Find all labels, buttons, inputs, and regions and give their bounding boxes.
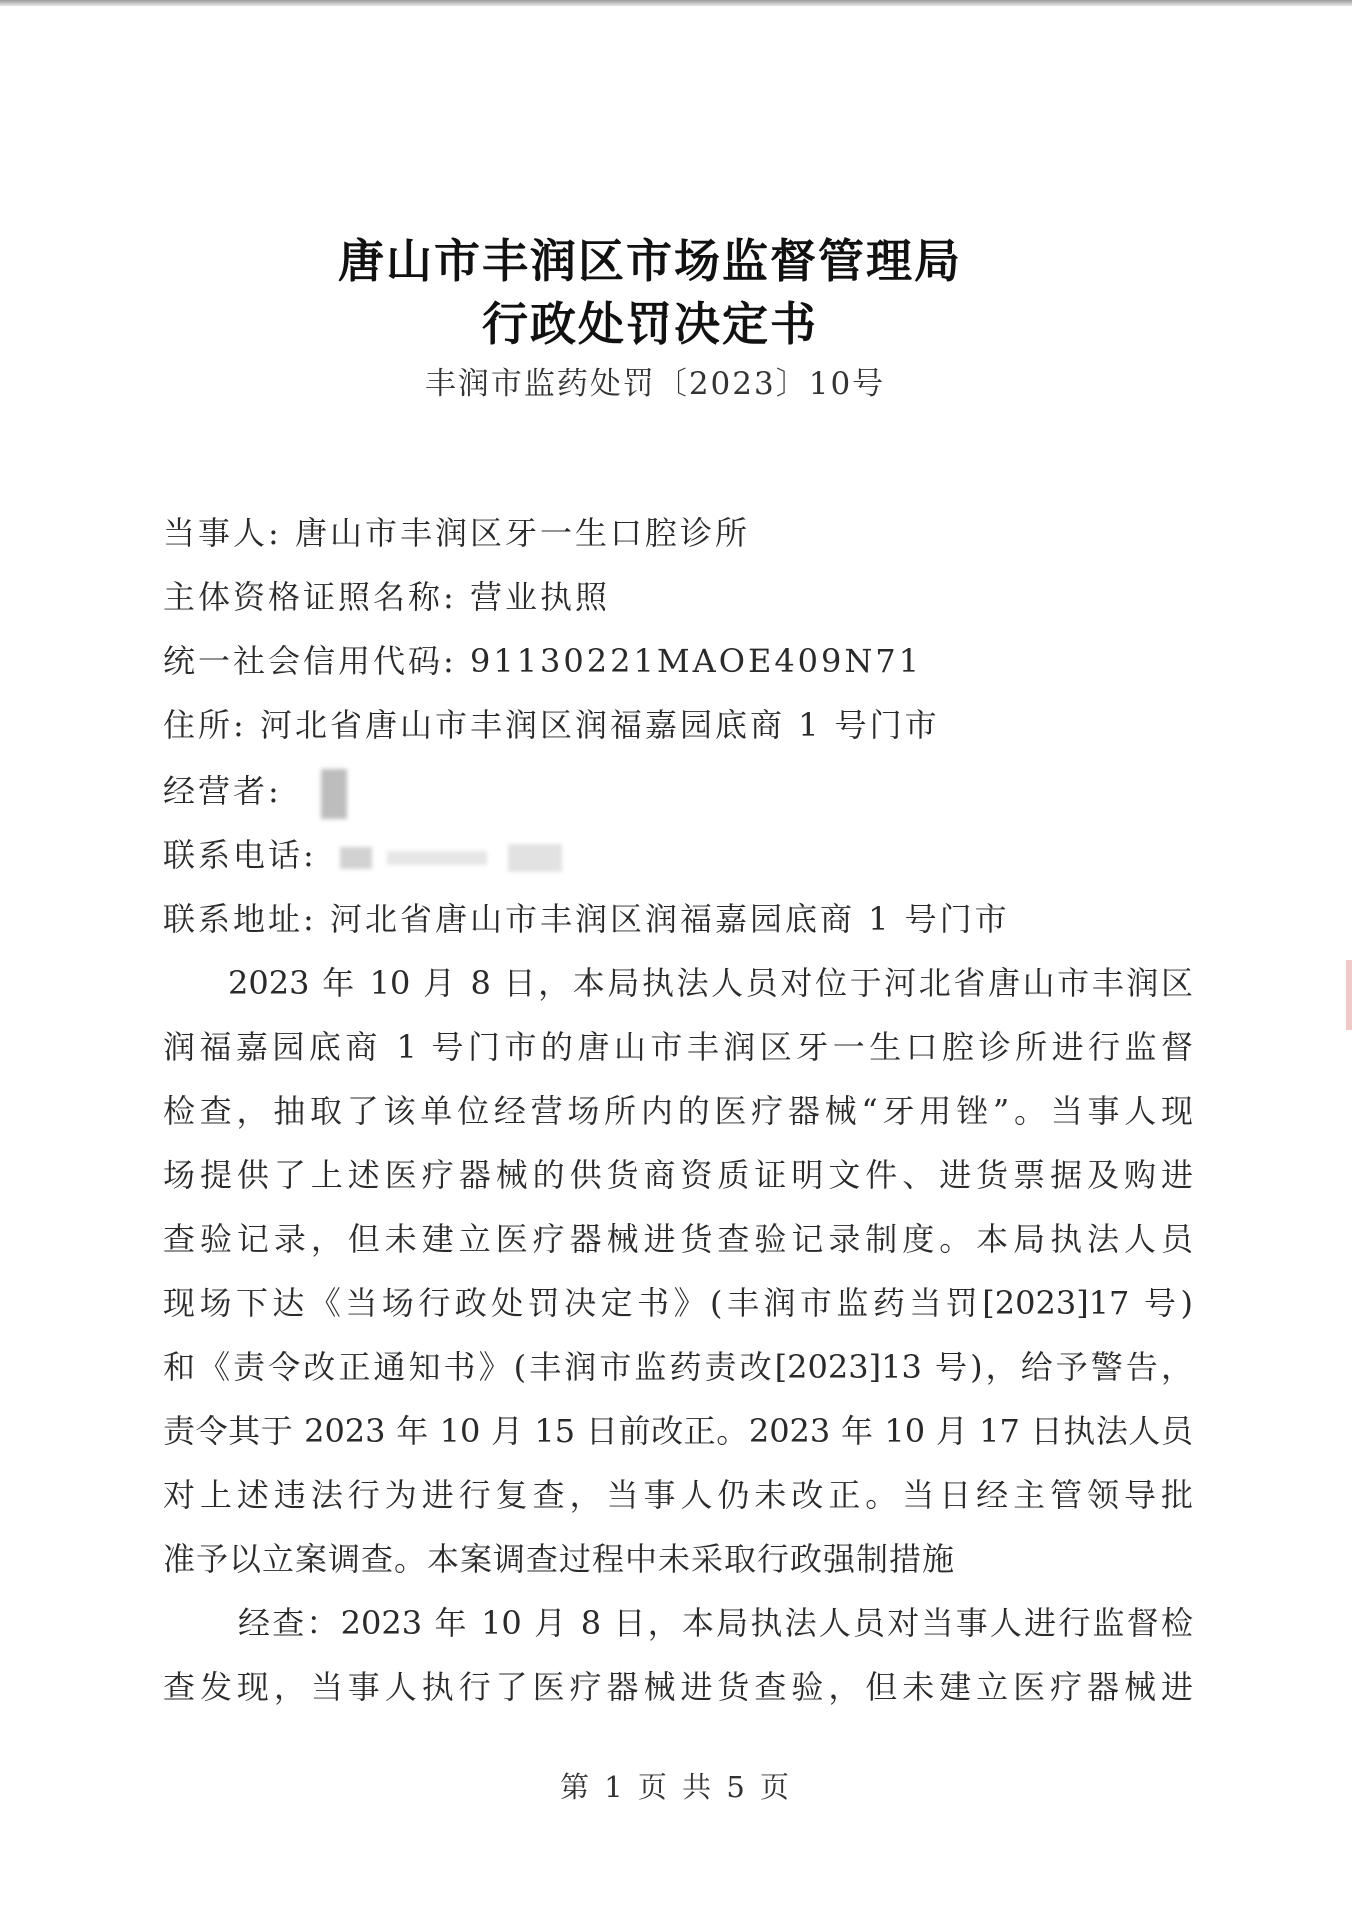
body-line: 对上述违法行为进行复查，当事人仍未改正。当日经主管领导批: [163, 1476, 1193, 1514]
phone-label: 联系电话:: [163, 836, 317, 874]
phone-redaction: [508, 844, 562, 872]
phone-row: [163, 830, 562, 876]
phone-redaction: [387, 851, 487, 865]
body-line: 查发现，当事人执行了医疗器械进货查验，但未建立医疗器械进: [163, 1668, 1193, 1706]
body-line: 和《责令改正通知书》(丰润市监药责改[2023]13 号)，给予警告，: [163, 1348, 1193, 1386]
license-label: 主体资格证照名称:: [163, 578, 457, 616]
address-value: 河北省唐山市丰润区润福嘉园底商 1 号门市: [259, 706, 940, 744]
body-line: 查验记录，但未建立医疗器械进货查验记录制度。本局执法人员: [163, 1220, 1193, 1258]
operator-redaction: [321, 769, 347, 819]
party-row: [163, 508, 750, 554]
credit-code-value: 91130221MAOE409N71: [469, 642, 923, 680]
body-line: 润福嘉园底商 1 号门市的唐山市丰润区牙一生口腔诊所进行监督: [163, 1028, 1193, 1066]
license-value: 营业执照: [469, 578, 610, 616]
credit-code-label: 统一社会信用代码:: [163, 642, 457, 680]
credit-code-row: [163, 636, 922, 682]
scan-mark: [1346, 960, 1352, 1030]
address-label: 住所:: [163, 706, 247, 744]
body-line: 准予以立案调查。本案调查过程中未采取行政强制措施: [163, 1540, 956, 1578]
phone-redaction: [340, 847, 372, 869]
operator-row: [163, 766, 347, 819]
page-indicator: 第 1 页 共 5 页: [560, 1770, 792, 1804]
document-title: 唐山市丰润区市场监督管理局: [338, 234, 962, 288]
body-line: 2023 年 10 月 8 日，本局执法人员对位于河北省唐山市丰润区: [228, 964, 1193, 1002]
body-line: 场提供了上述医疗器械的供货商资质证明文件、进货票据及购进: [163, 1156, 1193, 1194]
document-subtitle: 行政处罚决定书: [482, 297, 818, 351]
contact-address-row: [163, 894, 1010, 940]
body-line: 经查：2023 年 10 月 8 日，本局执法人员对当事人进行监督检: [238, 1604, 1193, 1642]
body-line: 现场下达《当场行政处罚决定书》(丰润市监药当罚[2023]17 号): [163, 1284, 1193, 1322]
party-value: 唐山市丰润区牙一生口腔诊所: [294, 514, 750, 552]
contact-address-value: 河北省唐山市丰润区润福嘉园底商 1 号门市: [329, 900, 1010, 938]
contact-address-label: 联系地址:: [163, 900, 317, 938]
operator-label: 经营者:: [163, 772, 282, 810]
document-number: 丰润市监药处罚〔2023〕10号: [424, 366, 886, 402]
party-label: 当事人:: [163, 514, 282, 552]
body-line: 责令其于 2023 年 10 月 15 日前改正。2023 年 10 月 17 日执法人员: [163, 1412, 1193, 1450]
scan-edge: [0, 0, 1352, 6]
body-line: 检查，抽取了该单位经营场所内的医疗器械“牙用锉”。当事人现: [163, 1092, 1193, 1130]
license-row: [163, 572, 610, 618]
address-row: [163, 700, 940, 746]
